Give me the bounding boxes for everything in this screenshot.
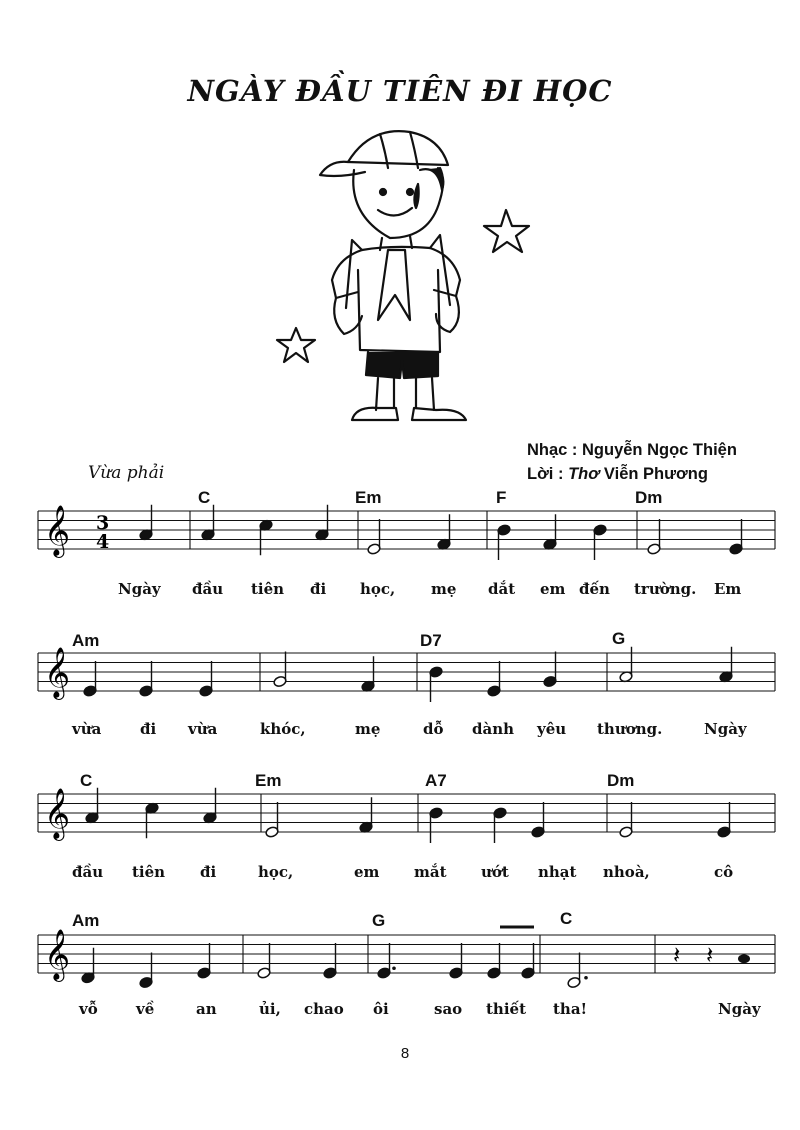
lyric: học, — [360, 580, 396, 598]
music-credit: Nhạc : Nguyễn Ngọc Thiện — [527, 441, 737, 459]
lyric: trường. — [634, 580, 697, 598]
lyric: vỗ — [79, 1000, 98, 1018]
lyric: ướt — [481, 863, 509, 881]
chord: Am — [72, 911, 100, 930]
quarter-rest-icon: 𝄽 — [706, 941, 714, 969]
lyric: về — [136, 1000, 155, 1018]
lyric: đi — [200, 863, 217, 881]
chord: Dm — [607, 771, 635, 790]
lyric: tha! — [553, 1000, 588, 1018]
lyrics-italic: Thơ — [568, 465, 600, 483]
chord: A7 — [425, 771, 447, 790]
chord: G — [612, 629, 626, 648]
treble-clef-icon: 𝄞 — [44, 788, 71, 839]
note-dot — [584, 976, 588, 980]
lyric: đầu — [192, 580, 224, 598]
chord: Em — [355, 488, 382, 507]
lyric: Ngày — [718, 1000, 761, 1018]
song-title: NGÀY ĐẦU TIÊN ĐI HỌC — [187, 74, 613, 108]
page-number: 8 — [400, 1045, 410, 1062]
chord: D7 — [420, 631, 442, 650]
chord: G — [372, 911, 386, 930]
lyric: yêu — [537, 720, 567, 738]
lyric: mẹ — [431, 580, 457, 598]
lyric: sao — [434, 1000, 463, 1018]
chord: C — [198, 488, 211, 507]
note-dot — [392, 966, 396, 970]
lyric: nhoà, — [603, 863, 650, 881]
lyric: thiết — [486, 1000, 527, 1018]
tempo-marking: Vừa phải — [88, 463, 165, 483]
lyric: Ngày — [118, 580, 161, 598]
treble-clef-icon: 𝄞 — [44, 647, 71, 698]
chord: Em — [255, 771, 282, 790]
lyric: dắt — [488, 580, 516, 598]
lyric: cô — [714, 863, 734, 881]
lyric: tiên — [132, 863, 166, 881]
time-sig-bottom: 4 — [96, 531, 110, 553]
lyric: vừa — [72, 720, 102, 738]
lyric: mẹ — [355, 720, 381, 738]
treble-clef-icon: 𝄞 — [44, 929, 71, 980]
lyric: đầu — [72, 863, 104, 881]
quarter-rest-icon: 𝄽 — [673, 941, 681, 969]
chord: Am — [72, 631, 100, 650]
lyric: Em — [714, 580, 742, 598]
lyric: thương. — [597, 720, 663, 738]
lyric: ôi — [373, 1000, 389, 1018]
chord: C — [80, 771, 93, 790]
time-signature — [96, 512, 109, 553]
lyric: chao — [304, 1000, 344, 1018]
lyric: mắt — [414, 863, 447, 881]
chord: F — [496, 488, 507, 507]
lyric: em — [540, 580, 566, 598]
chord: Dm — [635, 488, 663, 507]
chord: C — [560, 909, 573, 928]
lyric: em — [354, 863, 380, 881]
lyrics-prefix: Lời : — [527, 465, 569, 483]
notation — [44, 505, 750, 989]
lyrics-author: Viễn Phương — [599, 465, 708, 483]
lyric: đến — [579, 580, 610, 598]
lyric: dành — [472, 720, 515, 738]
lyric: học, — [258, 863, 294, 881]
lyric: khóc, — [260, 720, 306, 738]
lyric: nhạt — [538, 863, 577, 881]
treble-clef-icon: 𝄞 — [44, 505, 71, 556]
note-head — [738, 954, 750, 963]
lyric: đi — [310, 580, 327, 598]
lyric: đi — [140, 720, 157, 738]
lyric: an — [196, 1000, 217, 1018]
lyric: dỗ — [423, 720, 444, 738]
lyric: Ngày — [704, 720, 747, 738]
lyric: tiên — [251, 580, 285, 598]
time-sig-top: 3 — [96, 512, 110, 534]
lyric: vừa — [188, 720, 218, 738]
lyric: ủi, — [259, 1000, 281, 1018]
